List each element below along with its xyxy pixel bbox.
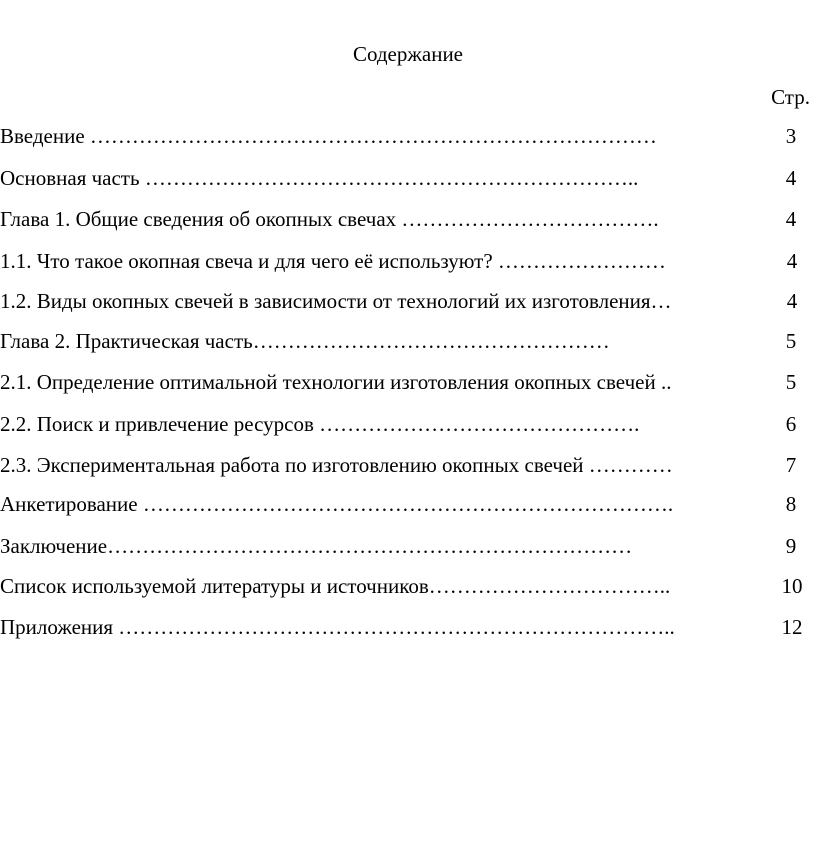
toc-entry-text: Заключение…………………………………………………………………: [0, 534, 633, 558]
toc-entry-page: 4: [785, 207, 797, 231]
toc-entry-page: 12: [781, 615, 803, 639]
toc-entry-text: 2.3. Экспериментальная работа по изготовлению окопных свечей …………: [0, 453, 673, 477]
toc-entry-page: 4: [786, 289, 798, 313]
toc-entry-text: Приложения ……………………………………………………………………..: [0, 615, 675, 639]
toc-entry-page: 7: [785, 453, 797, 477]
toc-entry-page: 3: [785, 124, 797, 148]
toc-entry-text: Список используемой литературы и источников……………………………..: [0, 574, 671, 598]
toc-entry-text: Основная часть ……………………………………………………………..: [0, 166, 639, 190]
toc-entry: [0, 410, 816, 438]
toc-entry-text: Глава 2. Практическая часть……………………………………………: [0, 329, 610, 353]
toc-entry-text: Введение ………………………………………………………………………: [0, 124, 657, 148]
toc-entry-page: 5: [785, 370, 797, 394]
toc-entry: [0, 247, 816, 275]
toc-entry-page: 5: [785, 329, 797, 353]
toc-entry-text: Анкетирование ………………………………………………………………….: [0, 492, 674, 516]
toc-entry-page: 4: [786, 249, 798, 273]
toc-entry: [0, 613, 816, 641]
toc-entry-page: 6: [785, 412, 797, 436]
toc-entry: [0, 451, 816, 479]
page-column-header: Стр.: [771, 85, 810, 109]
toc-entry: [0, 368, 816, 396]
toc-entry-page: 9: [785, 534, 797, 558]
toc-entry-page: 10: [781, 574, 803, 598]
toc-entry-text: 1.1. Что такое окопная свеча и для чего её используют? ……………………: [0, 249, 666, 273]
toc-entry: [0, 205, 816, 233]
toc-entry: [0, 572, 816, 600]
toc-entry-page: 4: [785, 166, 797, 190]
toc-entry-text: 2.2. Поиск и привлечение ресурсов ……………………………………….: [0, 412, 640, 436]
toc-entry-text: Глава 1. Общие сведения об окопных свечах ……………………………….: [0, 207, 659, 231]
toc-entry: [0, 164, 816, 192]
toc-entry: [0, 490, 816, 518]
toc-entry: [0, 532, 816, 560]
toc-entry: [0, 327, 816, 355]
toc-entry-text: 1.2. Виды окопных свечей в зависимости от технологий их изготовления…: [0, 289, 672, 313]
toc-entry-page: 8: [785, 492, 797, 516]
toc-entry-text: 2.1. Определение оптимальной технологии изготовления окопных свечей ..: [0, 370, 672, 394]
toc-entry: [0, 122, 816, 150]
toc-entry: [0, 287, 816, 315]
document-title: Содержание: [352, 42, 464, 66]
